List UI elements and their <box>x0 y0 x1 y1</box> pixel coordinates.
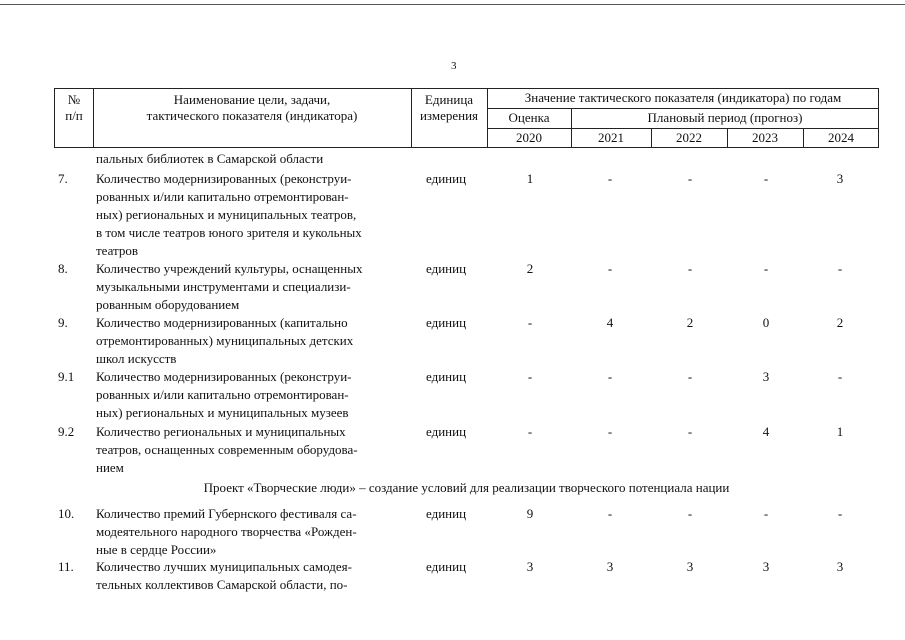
row-value: - <box>527 424 533 439</box>
row-name: Количество модернизированных (реконструи- рованных и/или капитально отремонтирован- ных) региональных и муниципальных музеев <box>96 369 352 420</box>
divider <box>487 108 879 109</box>
header-year: 2024 <box>828 130 854 145</box>
row-unit: единиц <box>426 559 467 574</box>
row-value: 2 <box>836 315 844 330</box>
row-value: - <box>687 261 693 276</box>
row-unit: единиц <box>426 506 467 521</box>
row-number: 8. <box>58 261 68 276</box>
row-value: - <box>607 171 613 186</box>
row-value: - <box>687 424 693 439</box>
section-title: Проект «Творческие люди» – создание условий для реализации творческого потенциала нации <box>203 480 730 495</box>
row-value: - <box>837 506 843 521</box>
row-unit: единиц <box>426 261 467 276</box>
header-unit: Единица измерения <box>419 92 479 123</box>
row-value: - <box>687 171 693 186</box>
header-year: 2021 <box>598 130 624 145</box>
row-name: Количество модернизированных (реконструи- рованных и/или капитально отремонтирован- ных) региональных и муниципальных театров, в том числе театров юного зрителя и кукольных театров <box>96 171 362 258</box>
row-name: Количество учреждений культуры, оснащенных музыкальными инструментами и специализи- рованным оборудованием <box>96 261 363 312</box>
row-value: - <box>687 369 693 384</box>
header-value: Значение тактического показателя (индикатора) по годам <box>524 90 842 105</box>
row-value: - <box>763 261 769 276</box>
row-value: 3 <box>686 559 694 574</box>
row-name: Количество лучших муниципальных самодея- тельных коллективов Самарской области, по- <box>96 559 352 592</box>
row-value: - <box>527 315 533 330</box>
row-value: 3 <box>606 559 614 574</box>
row-value: 2 <box>686 315 694 330</box>
row-value: - <box>837 369 843 384</box>
row-value: 2 <box>526 261 534 276</box>
row-unit: единиц <box>426 315 467 330</box>
row-value: 1 <box>836 424 844 439</box>
row-value: 3 <box>836 171 844 186</box>
table-header <box>54 88 879 148</box>
page-top-rule <box>0 4 905 5</box>
row-value: - <box>687 506 693 521</box>
row-name: Количество премий Губернского фестиваля са- модеятельного народного творчества «Рожден- ные в сердце России» <box>96 506 357 557</box>
row-number: 9. <box>58 315 68 330</box>
row-number: 9.2 <box>58 424 75 439</box>
header-year: 2023 <box>752 130 778 145</box>
header-year: 2022 <box>676 130 702 145</box>
row-name: Количество региональных и муниципальных театров, оснащенных современным оборудова- нием <box>96 424 358 475</box>
header-name: Наименование цели, задачи, тактического показателя (индикатора) <box>146 92 358 123</box>
row-value: - <box>607 424 613 439</box>
row-value: 3 <box>526 559 534 574</box>
row-value: - <box>607 506 613 521</box>
row-number: 9.1 <box>58 369 75 384</box>
row-value: 4 <box>762 424 770 439</box>
row-value: - <box>607 369 613 384</box>
row-unit: единиц <box>426 171 467 186</box>
row-value: 1 <box>526 171 534 186</box>
divider <box>487 128 879 129</box>
row-value: 0 <box>762 315 770 330</box>
row-value: 9 <box>526 506 534 521</box>
row-value: - <box>763 171 769 186</box>
row-number: 11. <box>58 559 74 574</box>
row-unit: единиц <box>426 369 467 384</box>
row-value: 4 <box>606 315 614 330</box>
continuation-text: пальных библиотек в Самарской области <box>96 151 324 166</box>
page-number: 3 <box>451 60 457 72</box>
row-name: Количество модернизированных (капитально отремонтированных) муниципальных детских школ искусств <box>96 315 354 366</box>
row-value: 3 <box>762 559 770 574</box>
row-value: - <box>527 369 533 384</box>
row-value: 3 <box>762 369 770 384</box>
header-estimate: Оценка <box>508 110 550 125</box>
header-num: № п/п <box>65 92 83 123</box>
row-unit: единиц <box>426 424 467 439</box>
row-value: - <box>607 261 613 276</box>
row-number: 7. <box>58 171 68 186</box>
row-value: - <box>837 261 843 276</box>
row-value: - <box>763 506 769 521</box>
header-plan: Плановый период (прогноз) <box>647 110 803 125</box>
row-value: 3 <box>836 559 844 574</box>
header-year: 2020 <box>516 130 542 145</box>
row-number: 10. <box>58 506 75 521</box>
